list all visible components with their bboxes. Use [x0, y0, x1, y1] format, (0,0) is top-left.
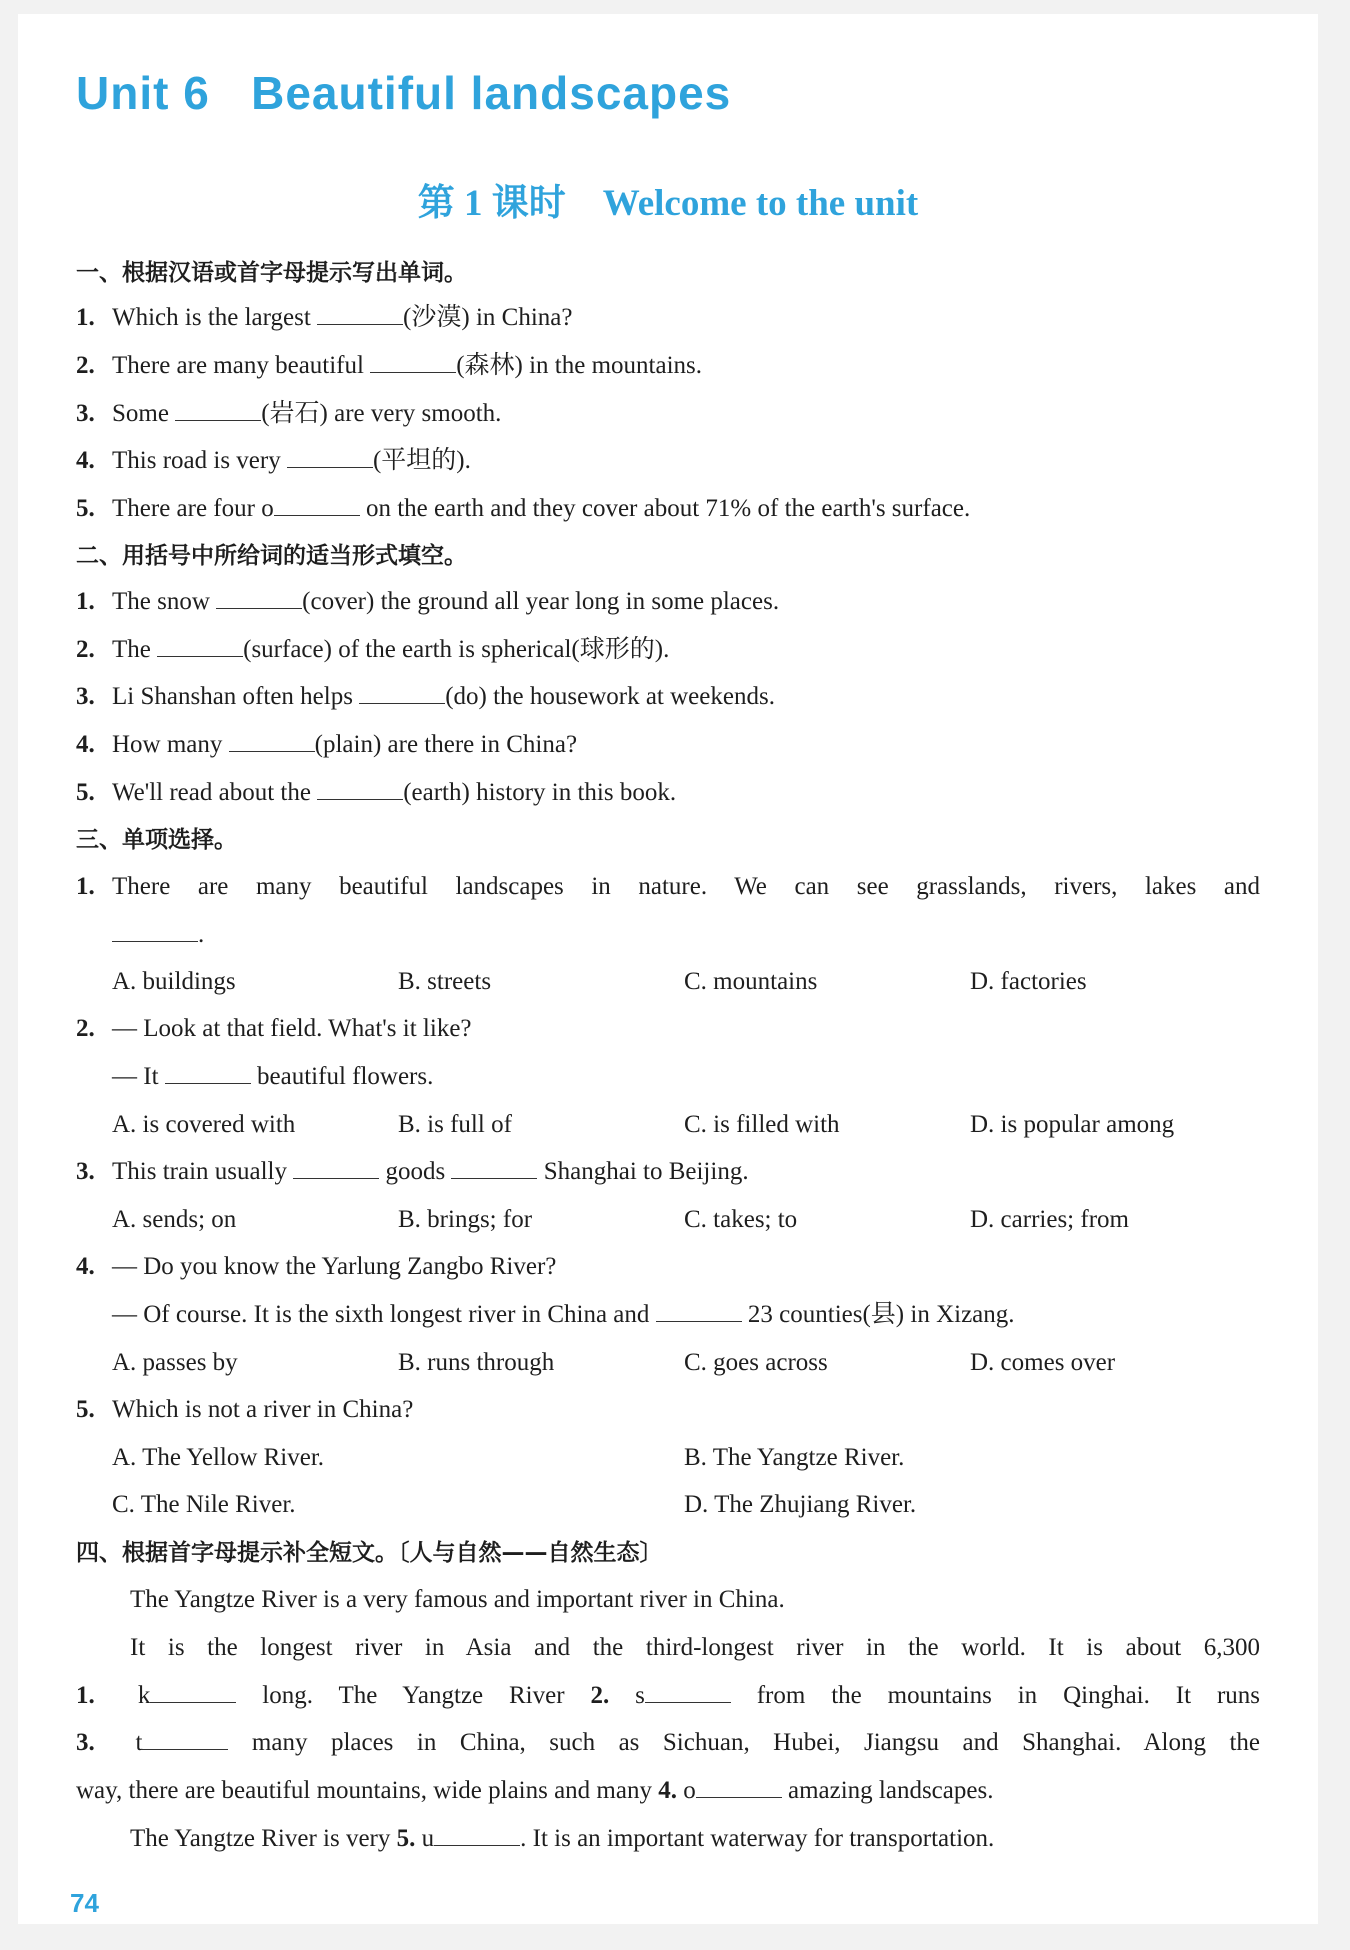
s3-q2-option-a[interactable]: A. is covered with — [112, 1111, 296, 1138]
s3-question-1: 1. There are many beautiful landscapes in nature. We can see grasslands, rivers, lakes and — [76, 873, 1260, 900]
answer-blank[interactable] — [287, 447, 373, 468]
passage-line-3: 1. k long. The Yangtze River 2. s from the mountains in Qinghai. It runs — [76, 1682, 1261, 1709]
answer-blank[interactable] — [216, 588, 302, 609]
passage-paragraph-1: The Yangtze River is a very famous and important river in China. — [130, 1586, 785, 1613]
answer-blank-3[interactable] — [142, 1729, 228, 1750]
s3-q4-option-b[interactable]: B. runs through — [398, 1349, 555, 1376]
s3-q1-option-b[interactable]: B. streets — [398, 968, 492, 995]
s3-q2-option-c[interactable]: C. is filled with — [684, 1111, 840, 1138]
passage-paragraph-2: It is the longest river in Asia and the third-longest river in the world. It is about 6,300 — [130, 1634, 1260, 1661]
s3-q4-line-2: — Of course. It is the sixth longest river in China and 23 counties(县) in Xizang. — [112, 1301, 1015, 1328]
answer-blank[interactable] — [656, 1301, 742, 1322]
answer-blank[interactable] — [112, 921, 198, 942]
s1-question-3: 3. Some (岩石) are very smooth. — [76, 400, 502, 427]
s3-q1-option-a[interactable]: A. buildings — [112, 968, 236, 995]
s3-q4-option-a[interactable]: A. passes by — [112, 1349, 238, 1376]
s3-q2-option-d[interactable]: D. is popular among — [970, 1111, 1175, 1138]
passage-line-5: way, there are beautiful mountains, wide plains and many 4. o amazing landscapes. — [76, 1777, 994, 1804]
s2-question-1: 1. The snow (cover) the ground all year long in some places. — [76, 588, 780, 615]
s3-q1-blank-line: . — [112, 920, 204, 950]
s3-q5-option-a[interactable]: A. The Yellow River. — [112, 1444, 325, 1471]
lesson-title: 第 1 课时 Welcome to the unit — [417, 183, 919, 224]
s1-question-2: 2. There are many beautiful (森林) in the mountains. — [76, 352, 703, 379]
answer-blank[interactable] — [451, 1158, 537, 1179]
s3-q3-option-d[interactable]: D. carries; from — [970, 1206, 1129, 1233]
passage-line-6: The Yangtze River is very 5. u . It is an important waterway for transportation. — [130, 1825, 995, 1852]
answer-blank[interactable] — [157, 636, 243, 657]
s3-question-5: 5. Which is not a river in China? — [76, 1396, 414, 1423]
s3-question-2: 2. — Look at that field. What's it like? — [76, 1015, 472, 1042]
answer-blank[interactable] — [359, 683, 445, 704]
s1-question-4: 4. This road is very (平坦的). — [76, 447, 471, 474]
unit-title: Unit 6 Beautiful landscapes — [76, 67, 732, 119]
answer-blank-2[interactable] — [645, 1682, 731, 1703]
s3-q4-option-c[interactable]: C. goes across — [684, 1349, 828, 1376]
s3-q3-option-a[interactable]: A. sends; on — [112, 1206, 237, 1233]
answer-blank[interactable] — [229, 731, 315, 752]
s3-q1-option-d[interactable]: D. factories — [970, 968, 1087, 995]
s3-q3-option-b[interactable]: B. brings; for — [398, 1206, 533, 1233]
s3-q5-option-d[interactable]: D. The Zhujiang River. — [684, 1491, 917, 1518]
section-3-heading: 三、单项选择。 — [76, 827, 237, 853]
s3-q5-option-c[interactable]: C. The Nile River. — [112, 1491, 296, 1518]
section-2-heading: 二、用括号中所给词的适当形式填空。 — [76, 543, 467, 569]
answer-blank[interactable] — [317, 779, 403, 800]
s3-q1-option-c[interactable]: C. mountains — [684, 968, 818, 995]
s2-question-5: 5. We'll read about the (earth) history in this book. — [76, 779, 677, 806]
s2-question-2: 2. The (surface) of the earth is spherical(球形的). — [76, 636, 670, 663]
s1-question-1: 1. Which is the largest (沙漠) in China? — [76, 304, 573, 331]
s2-question-4: 4. How many (plain) are there in China? — [76, 731, 578, 758]
passage-line-4: 3. t many places in China, such as Sichuan, Hubei, Jiangsu and Shanghai. Along the — [76, 1729, 1260, 1756]
answer-blank[interactable] — [274, 495, 360, 516]
workbook-page — [18, 14, 1318, 1924]
s3-question-3: 3. This train usually goods Shanghai to Beijing. — [76, 1158, 749, 1185]
s3-q2-option-b[interactable]: B. is full of — [398, 1111, 512, 1138]
answer-blank-1[interactable] — [150, 1682, 236, 1703]
answer-blank[interactable] — [293, 1158, 379, 1179]
section-4-heading: 四、根据首字母提示补全短文。〔人与自然——自然生态〕 — [76, 1540, 663, 1566]
answer-blank-5[interactable] — [434, 1825, 520, 1846]
answer-blank[interactable] — [165, 1063, 251, 1084]
answer-blank[interactable] — [317, 304, 403, 325]
answer-blank[interactable] — [175, 400, 261, 421]
s1-question-5: 5. There are four o on the earth and they cover about 71% of the earth's surface. — [76, 495, 971, 522]
s3-q4-option-d[interactable]: D. comes over — [970, 1349, 1116, 1376]
s2-question-3: 3. Li Shanshan often helps (do) the housework at weekends. — [76, 683, 775, 710]
page-number: 74 — [70, 1888, 99, 1918]
answer-blank[interactable] — [370, 352, 456, 373]
s3-q5-option-b[interactable]: B. The Yangtze River. — [684, 1444, 905, 1471]
answer-blank-4[interactable] — [696, 1777, 782, 1798]
s3-q2-line-2: — It beautiful flowers. — [112, 1063, 434, 1090]
s3-q3-option-c[interactable]: C. takes; to — [684, 1206, 798, 1233]
s3-question-4: 4. — Do you know the Yarlung Zangbo River? — [76, 1253, 557, 1280]
section-1-heading: 一、根据汉语或首字母提示写出单词。 — [76, 260, 467, 286]
